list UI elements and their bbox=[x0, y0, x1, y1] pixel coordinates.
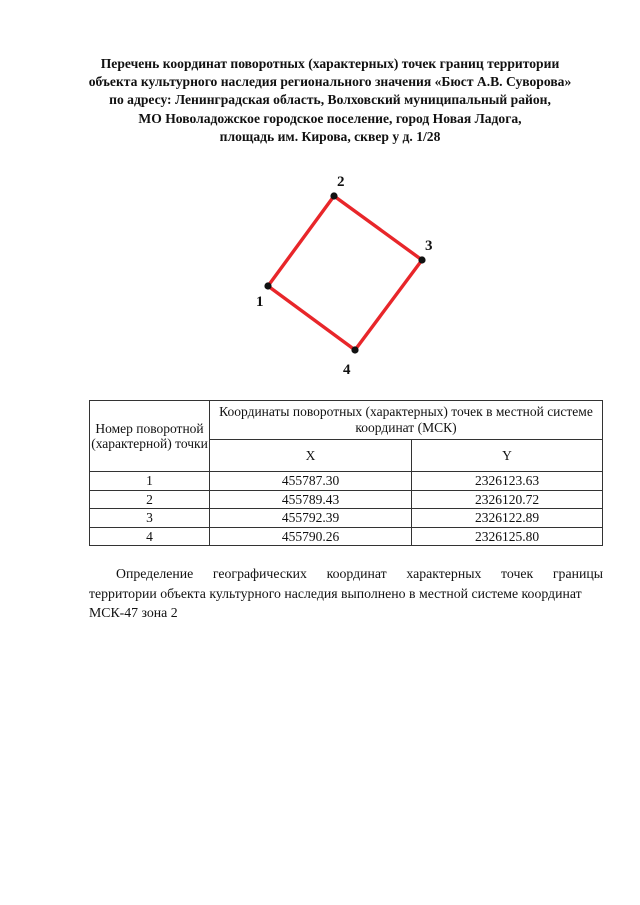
point-label-3: 3 bbox=[425, 238, 433, 254]
cell-x: 455789.43 bbox=[210, 490, 412, 509]
header-coordinates: Координаты поворотных (характерных) точек в местной системе координат (МСК) bbox=[210, 401, 603, 440]
cell-y: 2326125.80 bbox=[412, 527, 603, 546]
table-row bbox=[90, 490, 603, 509]
point-marker-4 bbox=[351, 346, 358, 353]
title-line-4: МО Новоладожское городское поселение, город Новая Ладога, bbox=[138, 110, 522, 126]
boundary-scheme bbox=[0, 0, 640, 400]
cell-point-number: 3 bbox=[90, 509, 210, 528]
table-row bbox=[90, 527, 603, 546]
note-line-1: Определение географических координат характерных точек границы bbox=[116, 566, 603, 581]
title-line-2: объекта культурного наследия регионального значения «Бюст А.В. Суворова» bbox=[88, 74, 572, 90]
method-note bbox=[89, 564, 603, 623]
point-marker-1 bbox=[264, 282, 271, 289]
header-point-number: Номер поворотной (характерной) точки bbox=[90, 401, 210, 472]
boundary-polygon bbox=[268, 196, 422, 350]
cell-y: 2326120.72 bbox=[412, 490, 603, 509]
cell-point-number: 2 bbox=[90, 490, 210, 509]
point-marker-3 bbox=[418, 256, 425, 263]
header-y: Y bbox=[412, 439, 603, 471]
title-line-3: по адресу: Ленинградская область, Волховский муниципальный район, bbox=[109, 92, 551, 108]
point-label-4: 4 bbox=[343, 362, 351, 378]
table-row bbox=[90, 472, 603, 491]
cell-point-number: 4 bbox=[90, 527, 210, 546]
header-x: X bbox=[210, 439, 412, 471]
title-line-5: площадь им. Кирова, сквер у д. 1/28 bbox=[219, 128, 441, 144]
point-marker-2 bbox=[330, 192, 337, 199]
point-label-2: 2 bbox=[337, 174, 345, 190]
table-row bbox=[90, 509, 603, 528]
cell-y: 2326122.89 bbox=[412, 509, 603, 528]
cell-y: 2326123.63 bbox=[412, 472, 603, 491]
cell-x: 455790.26 bbox=[210, 527, 412, 546]
point-label-1: 1 bbox=[256, 294, 264, 310]
note-line-3: МСК-47 зона 2 bbox=[89, 605, 178, 620]
title-line-1: Перечень координат поворотных (характерных) точек границ территории bbox=[100, 56, 560, 71]
cell-x: 455792.39 bbox=[210, 509, 412, 528]
coordinates-table bbox=[89, 400, 603, 546]
cell-point-number: 1 bbox=[90, 472, 210, 491]
cell-x: 455787.30 bbox=[210, 472, 412, 491]
note-line-2: территории объекта культурного наследия выполнено в местной системе координат bbox=[89, 585, 582, 601]
